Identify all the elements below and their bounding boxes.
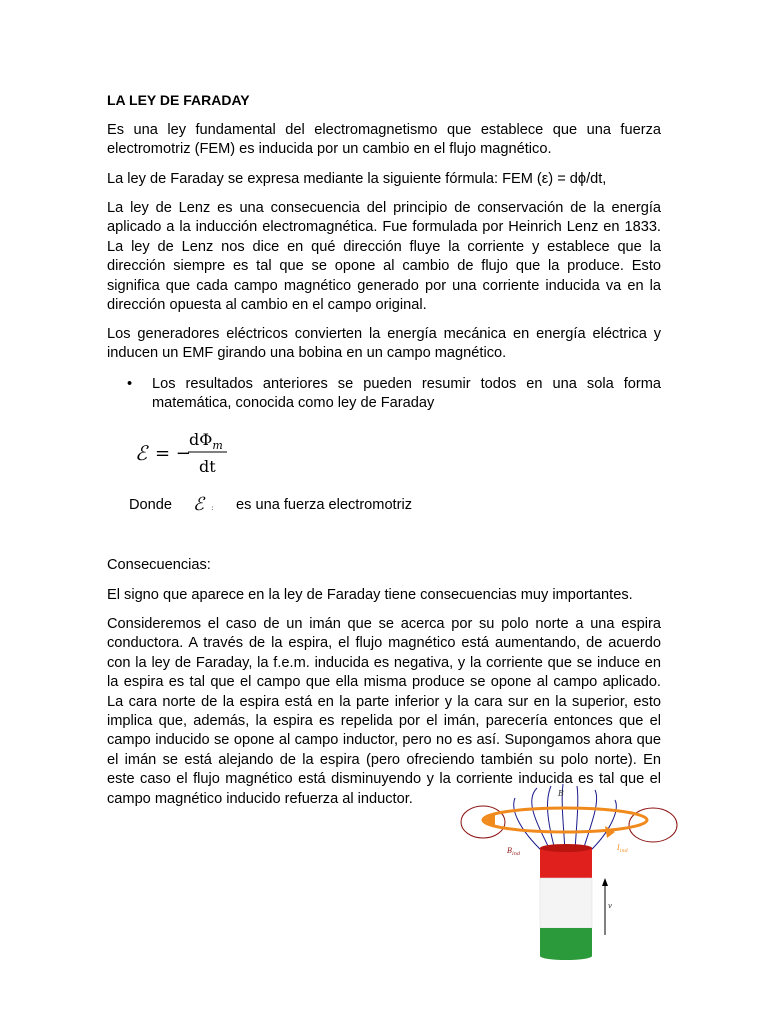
label-b-ind: $B_{ind}$	[507, 847, 521, 857]
induced-current-ring	[483, 808, 647, 832]
magnet-red-section	[540, 848, 592, 878]
paragraph-formula-intro: La ley de Faraday se expresa mediante la siguiente fórmula: FEM (ε) = dϕ/dt,	[107, 171, 607, 187]
paragraph-lenz: La ley de Lenz es una consecuencia del principio de conservación de la energía aplicado a la inducción electromagnética. Fue formulada por Heinrich Lenz en 1833. La ley de Lenz nos dice en qué dirección fluye la corriente y establece que la dirección siempre es tal que se opone al cambio de flujo que la produce. Esto significa que cada campo magnético generado por una corriente inducida va en la dirección opuesta al cambio en el campo original.	[107, 200, 661, 314]
field-line	[548, 786, 555, 850]
field-line	[583, 790, 597, 850]
formula-numerator-sub: m	[212, 439, 223, 452]
paragraph-sign: El signo que aparece en la ley de Faraday tiene consecuencias muy importantes.	[107, 587, 633, 603]
ring-arrow-icon	[605, 826, 615, 838]
donde-description: es una fuerza electromotriz	[236, 497, 413, 513]
bullet-icon: •	[127, 376, 133, 392]
formula-equals: = −	[155, 443, 191, 464]
paragraph-generators: Los generadores eléctricos convierten la energía mecánica en energía eléctrica y inducen un EMF girando una bobina en un campo magnético.	[107, 326, 661, 362]
formula-denominator: dt	[199, 457, 216, 476]
velocity-arrow-icon	[602, 878, 608, 886]
field-line	[532, 788, 550, 850]
magnet-white-section	[540, 878, 592, 928]
magnet-bottom-face	[540, 952, 592, 960]
formula-emf-symbol: ℰ	[135, 441, 148, 465]
formula-numerator-main: dΦ	[189, 430, 213, 449]
document-title: LA LEY DE FARADAY	[107, 92, 250, 108]
bullet-text: Los resultados anteriores se pueden resumir todos en una sola forma matemática, conocida como ley de Faraday	[152, 376, 661, 412]
donde-label: Donde	[129, 497, 173, 513]
paragraph-magnet-case: Consideremos el caso de un imán que se acerca por su polo norte a una espira conductora. A través de la espira, el flujo magnético está aumentando, de acuerdo con la ley de Faraday, la f.e.m. inducida es negativa, y la corriente que se induce en la espira es tal que el campo que ella misma produce se opone al campo aplicado. La cara norte de la espira está en la parte inferior y la cara sur en la superior, esto implica que, además, la espira es repelida por el imán, parecería entonces que el campo inducido se opone al campo inductor, pero no es así. Supongamos ahora que el imán se está alejando de la espira (pero ofreciendo también su polo norte). En este caso el flujo magnético está disminuyendo y la corriente inducida es tal que el campo magnético inducido refuerza al inductor.	[107, 616, 661, 807]
donde-row	[129, 494, 509, 518]
paragraph-definition: Es una ley fundamental del electromagnetismo que establece que una fuerza electromotriz (FEM) es inducida por un cambio en el flujo magnético.	[107, 122, 661, 158]
faraday-formula	[133, 428, 273, 480]
formula-numerator	[189, 430, 223, 452]
consecuencias-heading: Consecuencias:	[107, 557, 211, 573]
donde-emf-symbol	[191, 494, 217, 516]
field-line	[575, 786, 578, 850]
donde-emf-glyph: ℰ	[193, 494, 204, 515]
lenz-law-figure	[455, 780, 685, 970]
label-v: v	[608, 902, 612, 910]
magnet-green-section	[540, 928, 592, 956]
magnet-top-face	[540, 844, 592, 852]
donde-colon: :	[211, 503, 214, 512]
label-i-ind: $I_{ind}$	[617, 844, 628, 854]
label-b-top: B	[558, 789, 564, 798]
